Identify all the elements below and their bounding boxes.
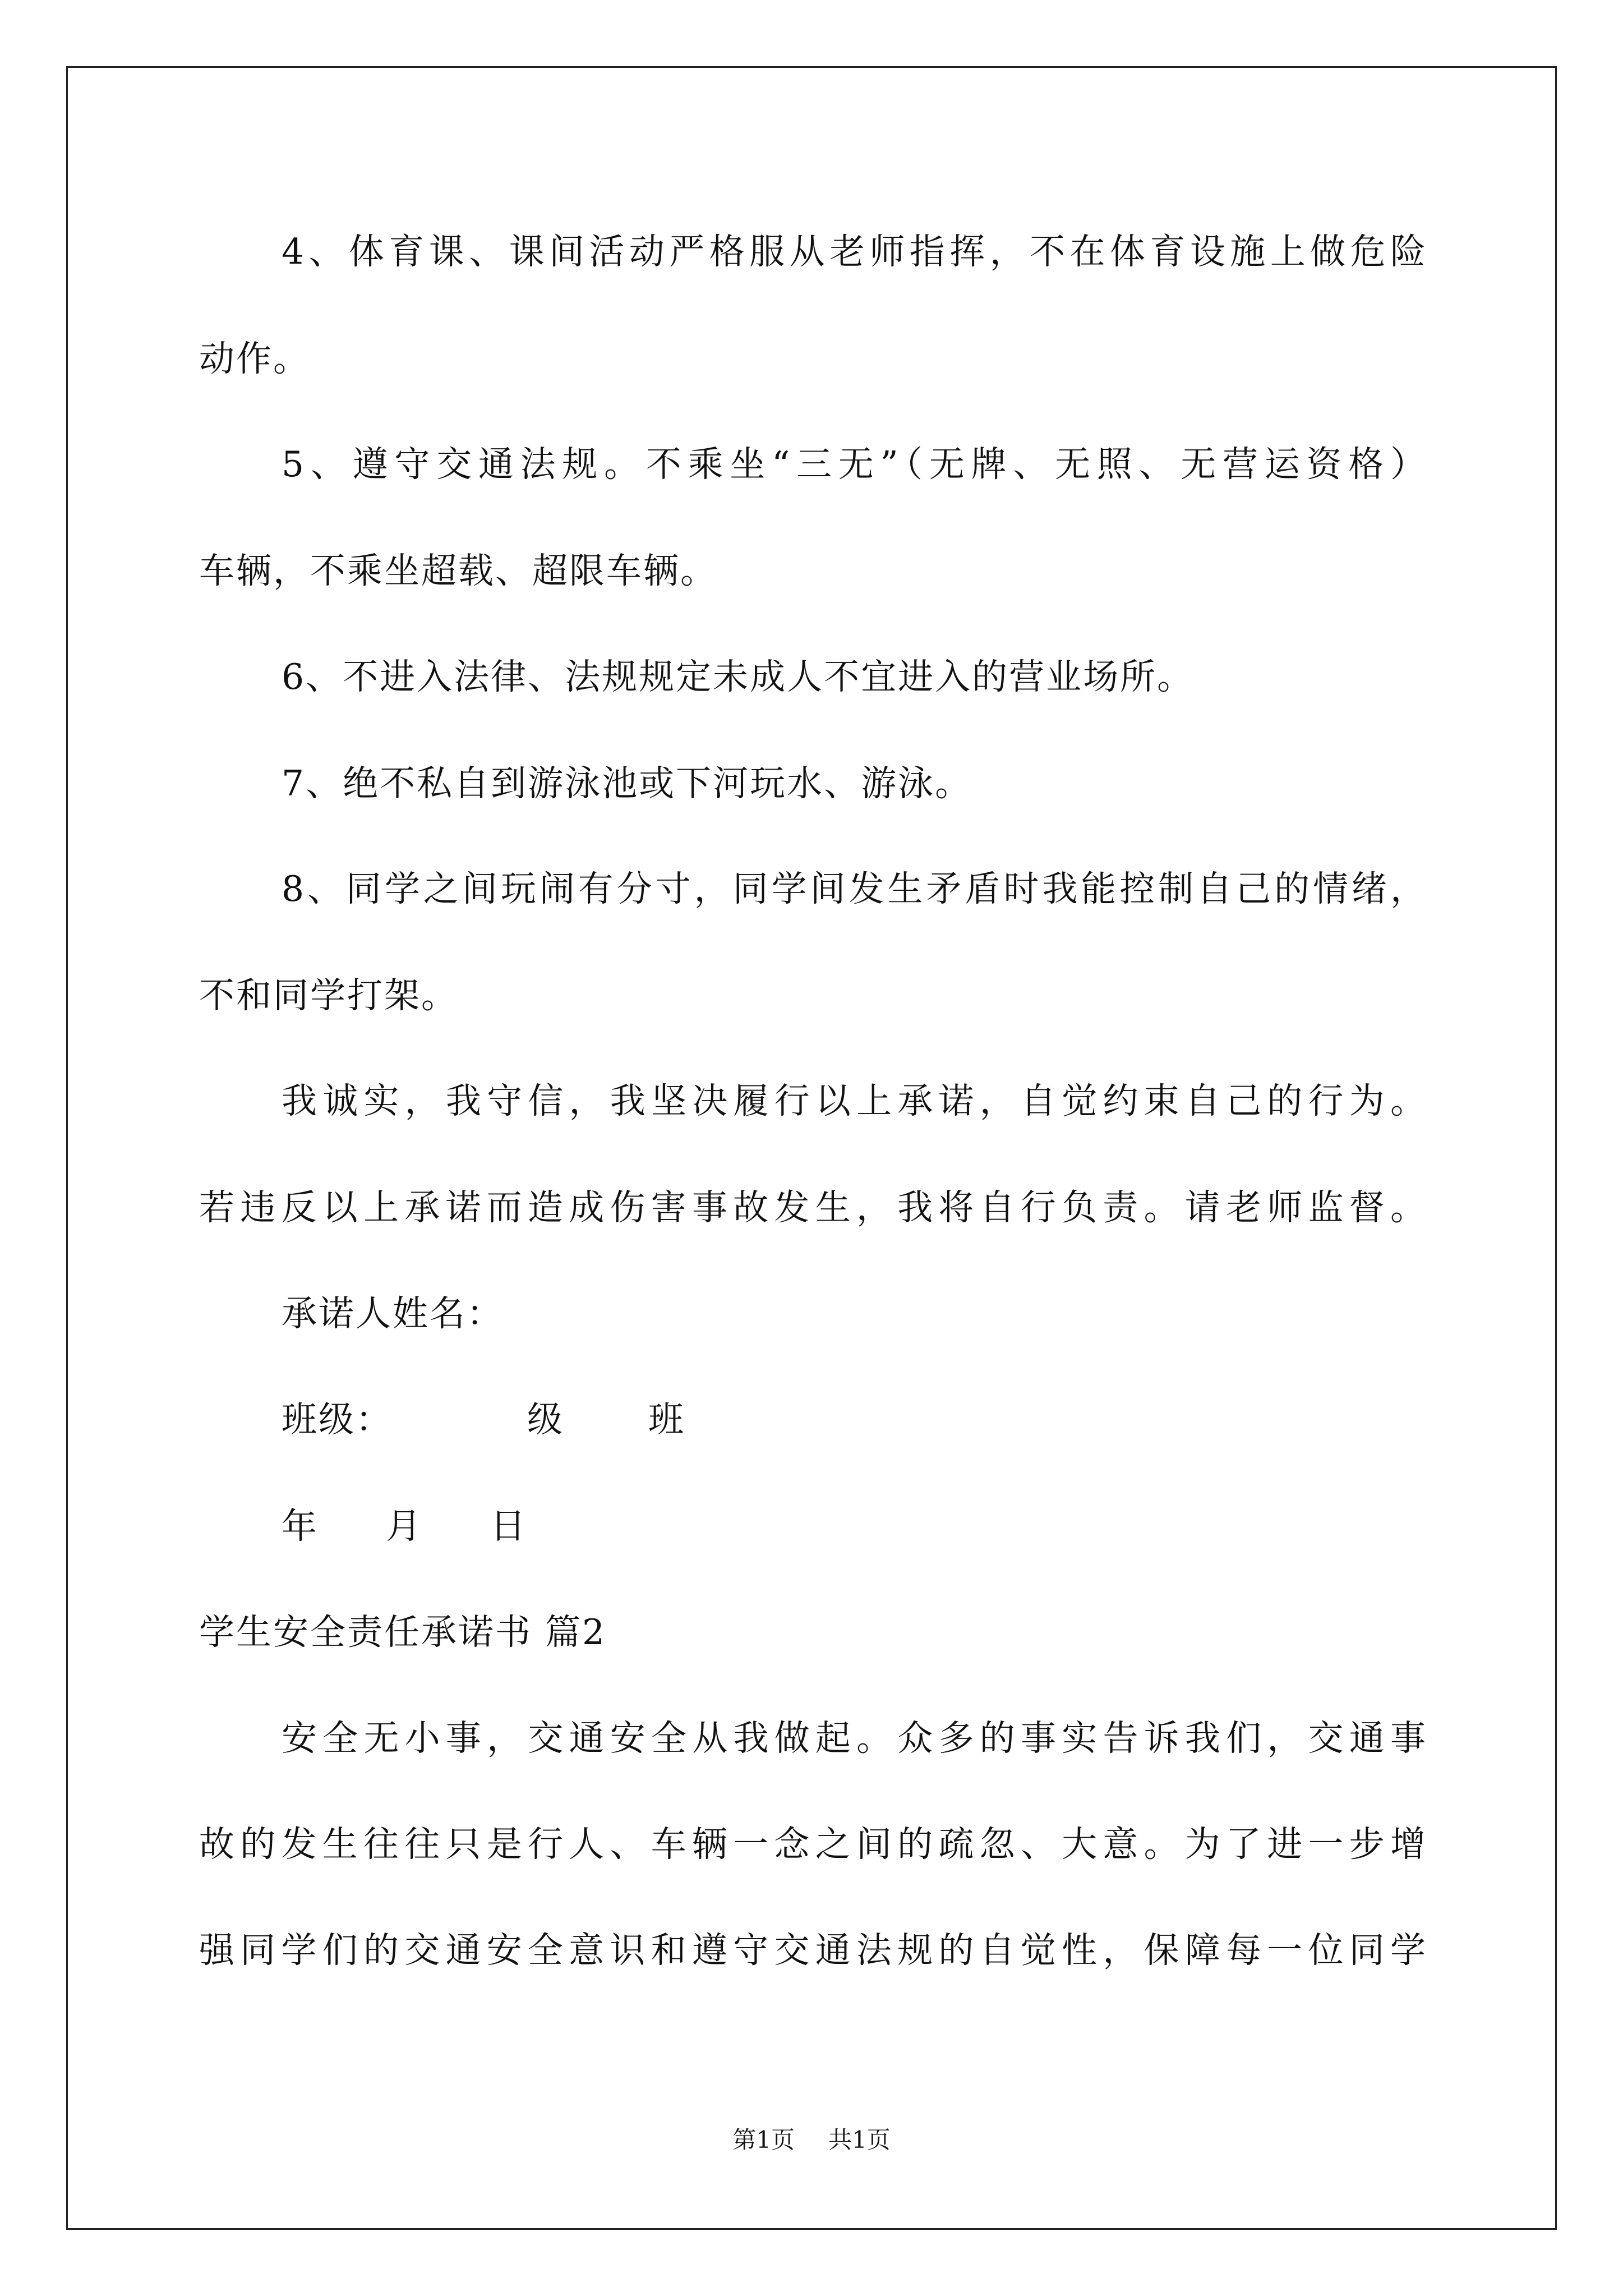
page-footer bbox=[0, 2124, 1623, 2156]
pledge-line-2: 若违反以上承诺而造成伤害事故发生，我将自行负责。请老师监督。 bbox=[199, 1187, 1427, 1228]
grade-label: 级 bbox=[527, 1399, 564, 1440]
page-number-current: 第1页 bbox=[732, 2126, 795, 2154]
date-line bbox=[282, 1504, 527, 1549]
paragraph-6: 6、不进入法律、法规规定未成人不宜进入的营业场所。 bbox=[282, 656, 1195, 697]
signer-name-label: 承诺人姓名： bbox=[282, 1293, 504, 1334]
page-border bbox=[66, 66, 1557, 2230]
section-title: 学生安全责任承诺书 篇2 bbox=[199, 1612, 607, 1653]
paragraph-7: 7、绝不私自到游泳池或下河玩水、游泳。 bbox=[282, 763, 972, 804]
section-2-line-1: 安全无小事，交通安全从我做起。众多的事实告诉我们，交通事 bbox=[282, 1718, 1427, 1759]
paragraph-4-line-1: 4、体育课、课间活动严格服从老师指挥，不在体育设施上做危险 bbox=[282, 231, 1427, 272]
paragraph-4-line-2: 动作。 bbox=[199, 338, 310, 379]
class-line bbox=[282, 1397, 685, 1442]
day-label: 日 bbox=[490, 1506, 527, 1547]
pledge-line-1: 我诚实，我守信，我坚决履行以上承诺，自觉约束自己的行为。 bbox=[282, 1080, 1427, 1121]
month-label: 月 bbox=[386, 1506, 423, 1547]
page-number-total: 共1页 bbox=[828, 2126, 891, 2154]
paragraph-5-line-1: 5、遵守交通法规。不乘坐“三无”（无牌、无照、无营运资格） bbox=[282, 444, 1427, 485]
class-label: 班级： bbox=[282, 1399, 393, 1440]
section-2-line-3: 强同学们的交通安全意识和遵守交通法规的自觉性，保障每一位同学 bbox=[199, 1930, 1427, 1971]
paragraph-8-line-2: 不和同学打架。 bbox=[199, 975, 458, 1016]
year-label: 年 bbox=[282, 1506, 319, 1547]
paragraph-8-line-1: 8、同学之间玩闹有分寸，同学间发生矛盾时我能控制自己的情绪， bbox=[282, 868, 1427, 909]
class-number-label: 班 bbox=[648, 1399, 685, 1440]
section-2-line-2: 故的发生往往只是行人、车辆一念之间的疏忽、大意。为了进一步增 bbox=[199, 1824, 1427, 1865]
paragraph-5-line-2: 车辆，不乘坐超载、超限车辆。 bbox=[199, 550, 717, 591]
